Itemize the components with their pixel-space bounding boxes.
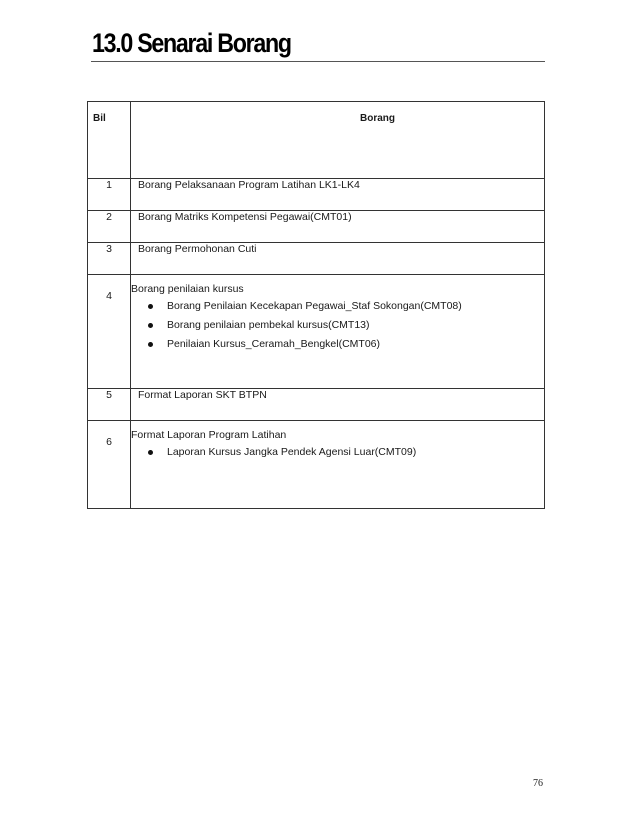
form-name: Borang Matriks Kompetensi Pegawai(CMT01) xyxy=(131,211,545,243)
sub-form-name: Penilaian Kursus_Ceramah_Bengkel(CMT06) xyxy=(167,338,381,350)
page-title: 13.0 Senarai Borang xyxy=(92,28,291,58)
row-number: 4 xyxy=(88,275,131,389)
bullet-icon xyxy=(148,304,153,309)
form-group-cell xyxy=(131,421,545,509)
row-number: 3 xyxy=(88,243,131,275)
row-number: 1 xyxy=(88,179,131,211)
bullet-icon xyxy=(148,450,153,455)
table-row xyxy=(88,179,545,211)
list-item xyxy=(131,338,544,357)
table-header-row xyxy=(88,102,545,179)
bullet-icon xyxy=(148,323,153,328)
table-row xyxy=(88,211,545,243)
sub-form-name: Laporan Kursus Jangka Pendek Agensi Luar(CMT09) xyxy=(167,446,417,458)
sub-form-name: Borang Penilaian Kecekapan Pegawai_Staf Sokongan(CMT08) xyxy=(167,300,462,312)
form-name: Borang Pelaksanaan Program Latihan LK1-LK4 xyxy=(131,179,545,211)
table-row xyxy=(88,389,545,421)
form-group-cell xyxy=(131,275,545,389)
bullet-icon xyxy=(148,342,153,347)
title-underline xyxy=(91,61,545,62)
row-number: 2 xyxy=(88,211,131,243)
form-name: Format Laporan SKT BTPN xyxy=(131,389,545,421)
forms-table xyxy=(87,101,545,509)
header-bil: Bil xyxy=(88,102,131,179)
table-row xyxy=(88,421,545,509)
form-sub-list xyxy=(131,300,544,357)
list-item xyxy=(131,300,544,319)
sub-form-name: Borang penilaian pembekal kursus(CMT13) xyxy=(167,319,370,331)
header-borang: Borang xyxy=(131,102,545,179)
row-number: 6 xyxy=(88,421,131,509)
form-group-title: Format Laporan Program Latihan xyxy=(131,429,287,441)
list-item xyxy=(131,319,544,338)
table-row xyxy=(88,243,545,275)
page-number: 76 xyxy=(533,778,543,789)
table-row xyxy=(88,275,545,389)
form-group-title: Borang penilaian kursus xyxy=(131,283,244,295)
form-sub-list xyxy=(131,446,544,465)
list-item xyxy=(131,446,544,465)
row-number: 5 xyxy=(88,389,131,421)
form-name: Borang Permohonan Cuti xyxy=(131,243,545,275)
